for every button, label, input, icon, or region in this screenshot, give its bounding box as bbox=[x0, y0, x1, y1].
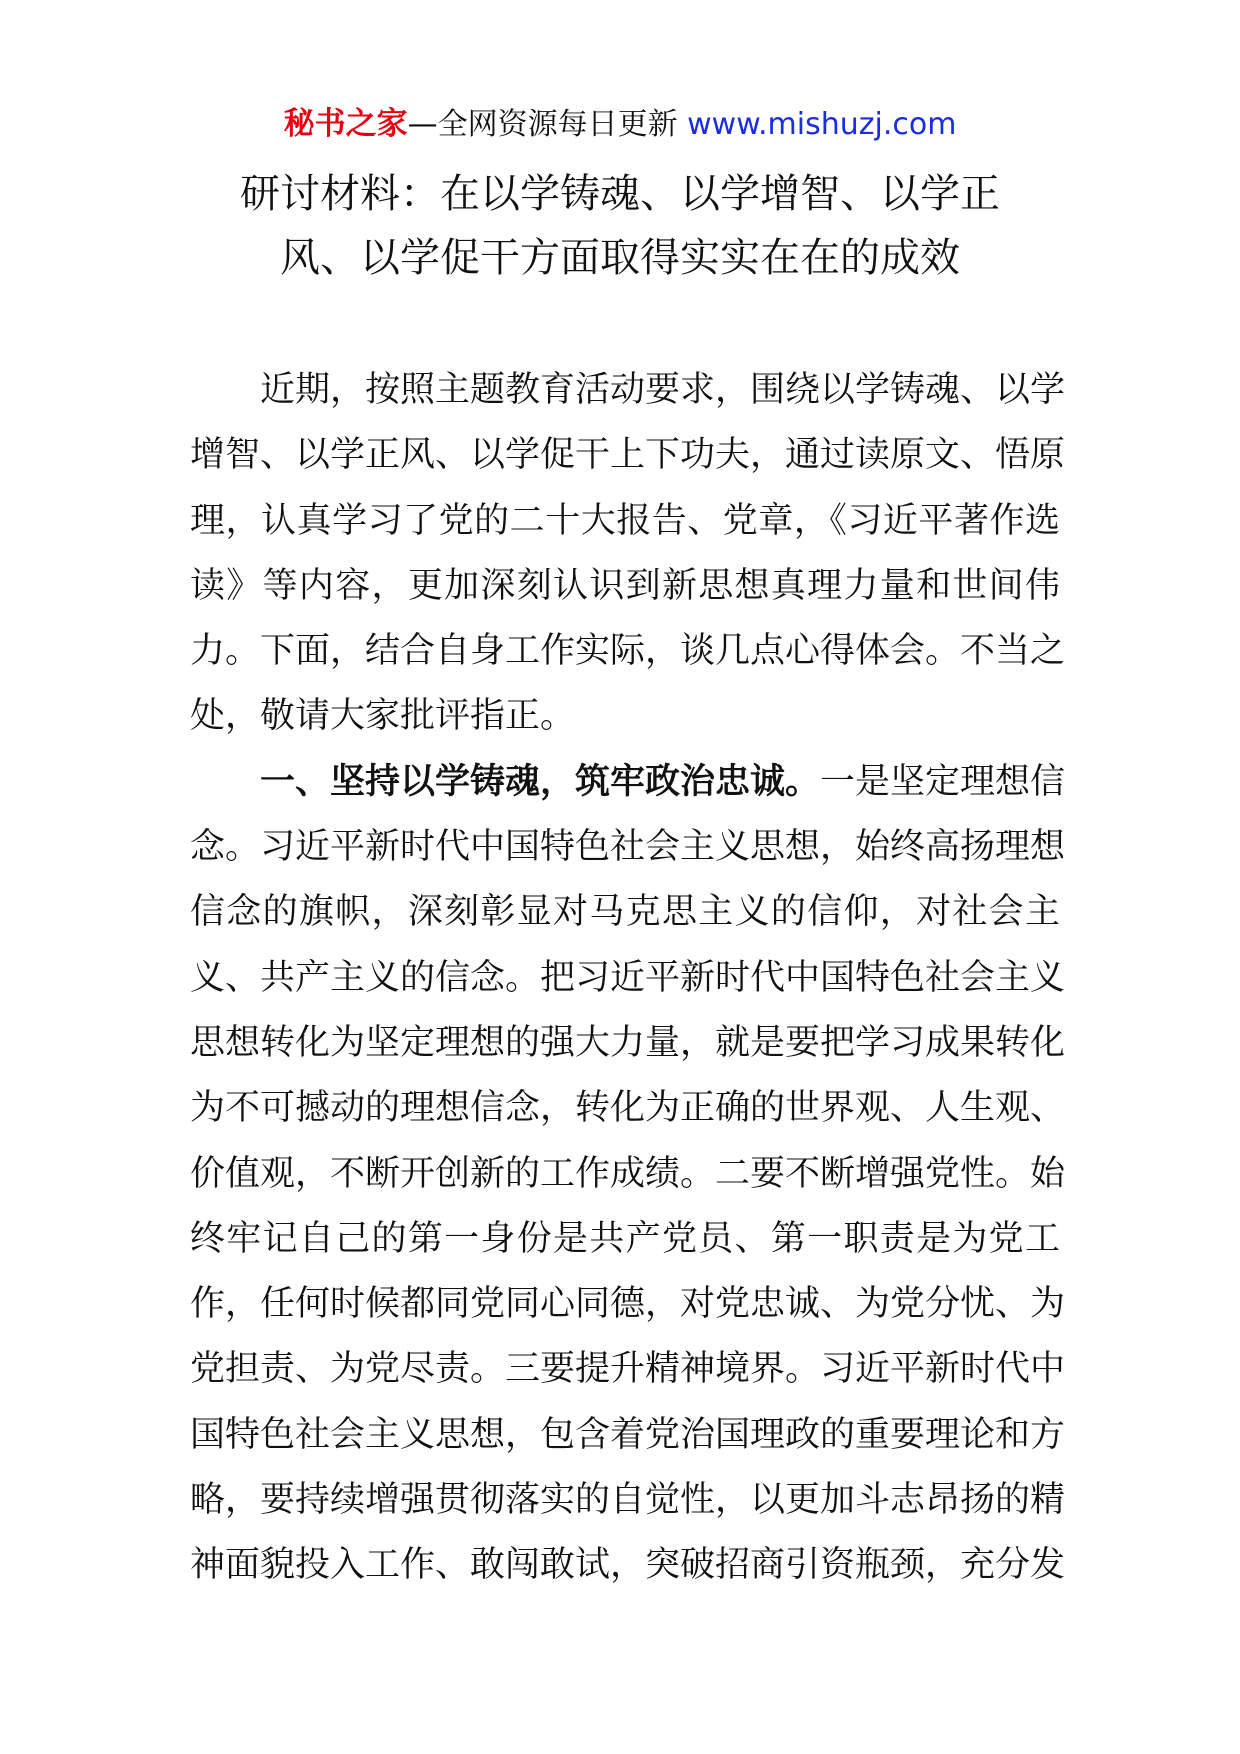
site-tagline: —全网资源每日更新 bbox=[407, 107, 688, 142]
text-line: 读》等内容，更加深刻认识到新思想真理力量和世间伟 bbox=[190, 565, 1060, 606]
text-line: 近期，按照主题教育活动要求，围绕以学铸魂、以学 bbox=[260, 370, 1066, 410]
text-line: 信念的旗帜，深刻彰显对马克思主义的信仰，对社会主 bbox=[190, 892, 1060, 933]
text-line: 念。习近平新时代中国特色社会主义思想，始终高扬理想 bbox=[190, 827, 1066, 868]
text-line: 思想转化为坚定理想的强大力量，就是要把学习成果转化 bbox=[190, 1022, 1066, 1063]
text-line: 义、共产主义的信念。把习近平新时代中国特色社会主义 bbox=[190, 957, 1066, 998]
text-line: 为不可撼动的理想信念，转化为正确的世界观、人生观、 bbox=[190, 1088, 1066, 1129]
site-header bbox=[0, 104, 1240, 145]
brand-name: 秘书之家 bbox=[283, 106, 408, 142]
title-line-2: 风、以学促干方面取得实实在在的成效 bbox=[280, 235, 960, 281]
site-url[interactable]: www.mishuzj.com bbox=[687, 107, 957, 142]
document-title bbox=[150, 162, 1090, 290]
text-line: 神面貌投入工作、敢闯敢试，突破招商引资瓶颈，充分发 bbox=[190, 1545, 1066, 1586]
text-line bbox=[190, 750, 1066, 815]
paragraph-intro bbox=[190, 358, 1066, 750]
text-line: 价值观，不断开创新的工作成绩。二要不断增强党性。始 bbox=[190, 1153, 1066, 1194]
section-heading-continuation: 一是坚定理想信 bbox=[820, 761, 1066, 802]
title-line-1: 研讨材料：在以学铸魂、以学增智、以学正 bbox=[240, 171, 1000, 217]
text-line: 处，敬请大家批评指正。 bbox=[190, 696, 576, 737]
text-line: 作，任何时候都同党同心同德，对党忠诚、为党分忧、为 bbox=[190, 1284, 1066, 1325]
text-line: 略，要持续增强贯彻落实的自觉性，以更加斗志昂扬的精 bbox=[190, 1480, 1066, 1521]
text-line: 增智、以学正风、以学促干上下功夫，通过读原文、悟原 bbox=[190, 435, 1066, 476]
text-line: 党担责、为党尽责。三要提升精神境界。习近平新时代中 bbox=[190, 1349, 1066, 1390]
paragraph-section-one bbox=[190, 750, 1066, 1599]
text-line: 终牢记自己的第一身份是共产党员、第一职责是为党工 bbox=[190, 1218, 1060, 1259]
section-heading: 一、坚持以学铸魂，筑牢政治忠诚。 bbox=[260, 761, 821, 802]
document-body bbox=[190, 358, 1066, 1599]
text-line: 理，认真学习了党的二十大报告、党章，《习近平著作选 bbox=[190, 500, 1060, 541]
text-line: 力。下面，结合自身工作实际，谈几点心得体会。不当之 bbox=[190, 631, 1066, 672]
text-line: 国特色社会主义思想，包含着党治国理政的重要理论和方 bbox=[190, 1414, 1066, 1455]
